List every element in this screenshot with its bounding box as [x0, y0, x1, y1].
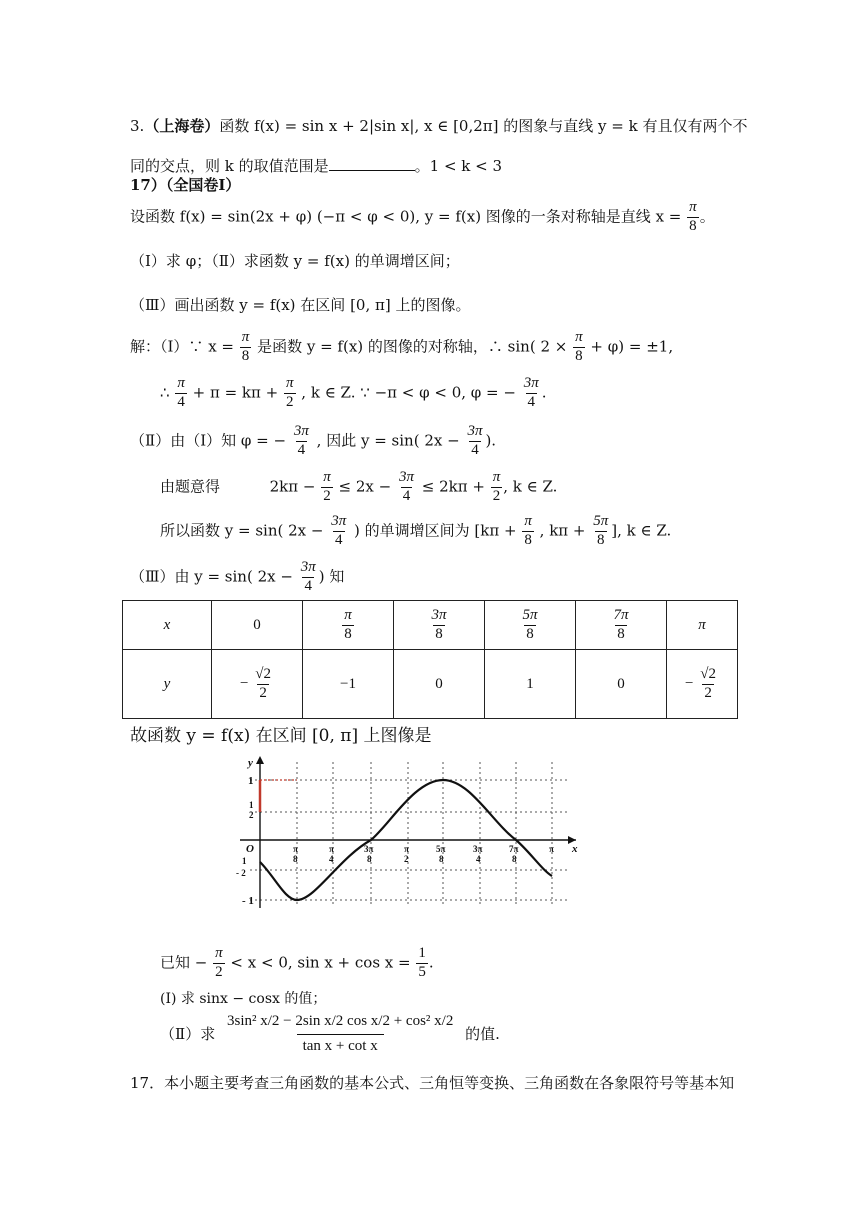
- frac-num: 3π: [431, 606, 447, 623]
- x-tick-labels: [293, 844, 554, 864]
- frac-den: 8: [597, 531, 605, 548]
- fraction: [591, 514, 610, 549]
- problem17-parts12: （Ⅰ）求 φ；（Ⅱ）求函数 y = f(x) 的单调增区间；: [130, 252, 460, 270]
- frac-num: π: [344, 606, 352, 623]
- cell-text: 0: [253, 616, 261, 633]
- frac-den: 8: [435, 625, 443, 642]
- table-cell: − $\frac{√2}{2}$: [212, 650, 303, 719]
- text: + π = kπ +: [192, 383, 279, 402]
- x-tick: 2: [404, 854, 409, 864]
- table-cell: [576, 601, 667, 650]
- fraction: [416, 946, 428, 981]
- frac-num: 1: [418, 945, 426, 961]
- text: 2kπ −: [269, 477, 316, 496]
- table-cell: π: [667, 601, 738, 650]
- x-axis-label: x: [572, 843, 578, 855]
- text: .: [541, 383, 547, 402]
- x-tick: 5π: [436, 844, 446, 854]
- text: ∴: [160, 383, 170, 402]
- problem17-heading: 17）（全国卷Ⅰ）: [130, 176, 241, 194]
- frac-num: π: [215, 945, 223, 961]
- y-tick-half-den: 2: [249, 810, 254, 820]
- frac-den: 2: [492, 487, 501, 504]
- frac-num: 5π: [522, 606, 538, 623]
- x-tick: 4: [329, 854, 334, 864]
- problem-number: 3.: [130, 117, 145, 135]
- y-tick-1: 1: [248, 775, 254, 787]
- text: < x < 0, sin x + cos x =: [230, 953, 411, 972]
- y-tick-neg-half-num: 1: [242, 856, 247, 866]
- graph-caption: 故函数 y = f(x) 在区间 [0, π] 上图像是: [130, 726, 432, 746]
- row-label-x: x: [123, 601, 212, 650]
- frac-den: 8: [689, 217, 697, 234]
- sine-graph: [230, 752, 590, 912]
- table-cell: − $\frac{√2}{2}$: [667, 650, 738, 719]
- frac-den: 4: [335, 531, 343, 548]
- statement-end: 。: [699, 207, 715, 226]
- frac-den: 2: [323, 487, 331, 504]
- frac-num: 3π: [398, 469, 414, 485]
- problem3-text2: 同的交点，则 k 的取值范围是: [130, 157, 329, 175]
- table-row-y: [123, 650, 738, 719]
- frac-den: 2: [286, 393, 294, 410]
- text: 的值.: [465, 1024, 500, 1043]
- x-tick: π: [404, 844, 409, 854]
- table-cell: [212, 601, 303, 650]
- cell-fraction: [342, 608, 354, 643]
- frac-den: tan x + cot x: [297, 1034, 384, 1055]
- x-tick: π: [329, 844, 334, 854]
- solution-line1: [130, 330, 673, 365]
- frac-num: π: [286, 375, 294, 391]
- text: , k ∈ Z. ∵ −π < φ < 0, φ = −: [301, 383, 516, 402]
- text: ≤ 2kπ +: [421, 477, 485, 496]
- solution-line6: [130, 560, 344, 595]
- table-cell: 1: [485, 650, 576, 719]
- problem3-line1: [130, 119, 747, 134]
- y-arrow-icon: [256, 756, 264, 764]
- x-tick: π: [293, 844, 298, 854]
- x-tick: 8: [512, 854, 517, 864]
- fraction: [321, 470, 333, 505]
- problem17-statement: [130, 200, 715, 235]
- cell-fraction: $\frac{√2}{2}$: [700, 665, 716, 701]
- y-tick-half-num: 1: [249, 800, 254, 810]
- frac-den: 2: [215, 963, 223, 980]
- frac-den: 4: [471, 441, 479, 458]
- x-tick: 7π: [509, 844, 519, 854]
- fraction: [397, 470, 416, 505]
- frac-num: 3sin² x/2 − 2sin x/2 cos x/2 + cos² x/2: [226, 1013, 454, 1029]
- text: ], k ∈ Z.: [611, 521, 672, 540]
- text: 已知 −: [160, 953, 208, 972]
- fraction: [522, 514, 534, 549]
- x-tick: 3π: [473, 844, 483, 854]
- next-part2: [160, 1014, 500, 1055]
- text: ≤ 2x −: [338, 477, 392, 496]
- frac-den: 2: [704, 684, 712, 701]
- table-cell: [485, 601, 576, 650]
- frac-num: 5π: [593, 513, 609, 529]
- frac-num: 3π: [523, 375, 539, 391]
- x-tick: 3π: [364, 844, 374, 854]
- table-row-x: [123, 601, 738, 650]
- frac-den: 8: [617, 625, 625, 642]
- frac-num: π: [323, 469, 331, 485]
- source-label: （上海卷）: [144, 117, 220, 135]
- fraction: [240, 330, 252, 365]
- problem3-answer: 。1 < k < 3: [414, 157, 503, 175]
- solution-line2: [160, 376, 547, 411]
- y-tick-neg-half-den: - 2: [236, 868, 246, 878]
- x-tick: π: [549, 844, 554, 854]
- fraction: [175, 376, 187, 411]
- frac-num: π: [524, 513, 532, 529]
- frac-den: 8: [524, 531, 532, 548]
- text: 是函数 y = f(x) 的图像的对称轴，∴ sin( 2 ×: [257, 337, 568, 356]
- frac-num: π: [575, 329, 583, 345]
- fraction: [522, 376, 541, 411]
- text: （Ⅱ）由（Ⅰ）知 φ = −: [130, 431, 287, 450]
- text: （Ⅱ）求: [160, 1024, 216, 1043]
- text: 所以函数 y = sin( 2x −: [160, 521, 324, 540]
- big-fraction: [221, 1014, 459, 1055]
- cell-fraction: [429, 608, 448, 643]
- grid-lines: [250, 762, 570, 904]
- text: + φ) = ±1,: [590, 337, 674, 356]
- text: ) 的单调增区间为 [kπ +: [354, 521, 517, 540]
- frac-num: π: [241, 329, 250, 345]
- y-tick-neg1: - 1: [242, 895, 254, 907]
- value-table: [122, 600, 738, 719]
- solution-line5: [160, 514, 671, 549]
- frac-den: 4: [177, 393, 185, 410]
- frac-den: 8: [344, 625, 352, 642]
- text: 由题意得: [160, 477, 221, 496]
- fraction: [329, 514, 348, 549]
- text: , 因此 y = sin( 2x −: [316, 431, 460, 450]
- x-tick: 8: [439, 854, 444, 864]
- solution-line4: [160, 470, 557, 505]
- origin-label: O: [246, 843, 254, 855]
- fraction: [687, 200, 699, 235]
- frac-num: π: [177, 375, 185, 391]
- frac-den: 8: [526, 625, 534, 642]
- table-cell: [394, 601, 485, 650]
- fraction: [491, 470, 503, 505]
- fraction: [213, 946, 225, 981]
- y-axis-label: y: [248, 757, 253, 769]
- next-part1: (Ⅰ) 求 sinx − cosx 的值；: [160, 991, 327, 1007]
- text: （Ⅲ）由 y = sin( 2x −: [130, 567, 293, 586]
- frac-num: 3π: [300, 559, 316, 575]
- frac-num: 3π: [467, 423, 483, 439]
- text: ).: [485, 431, 497, 450]
- fraction: [284, 376, 296, 411]
- frac-den: 4: [304, 577, 312, 594]
- frac-den: 4: [402, 487, 411, 504]
- fraction: [465, 424, 484, 459]
- text: ) 知: [318, 567, 345, 586]
- footer-line: 17．本小题主要考查三角函数的基本公式、三角恒等变换、三角函数在各象限符号等基本知: [130, 1074, 735, 1092]
- x-tick: 8: [293, 854, 298, 864]
- problem3-line2: [130, 156, 502, 174]
- statement-text: 设函数 f(x) = sin(2x + φ) (−π < φ < 0), y = f(x) 图像的一条对称轴是直线 x =: [130, 207, 682, 226]
- answer-blank: [329, 156, 415, 171]
- text: , kπ +: [539, 521, 586, 540]
- table-cell: −1: [303, 650, 394, 719]
- text: .: [428, 953, 434, 972]
- row-label-y: y: [123, 650, 212, 719]
- next-given: [160, 946, 434, 981]
- table-cell: [303, 601, 394, 650]
- problem3-text: 函数 f(x) = sin x + 2|sin x|, x ∈ [0,2π] 的图象与直线 y = k 有且仅有两个不: [219, 117, 748, 135]
- frac-den: 8: [241, 347, 250, 364]
- frac-den: 4: [527, 393, 535, 410]
- table-cell: 0: [576, 650, 667, 719]
- frac-num: 3π: [293, 423, 309, 439]
- fraction: [573, 330, 585, 365]
- cell-fraction: $\frac{7\pi}{8}$: [613, 606, 629, 642]
- text: , k ∈ Z.: [503, 477, 558, 496]
- table-cell: 0: [394, 650, 485, 719]
- fraction: [299, 560, 318, 595]
- fraction: [292, 424, 311, 459]
- text: 解：（Ⅰ）∵ x =: [130, 337, 234, 356]
- frac-num: π: [689, 199, 697, 215]
- cell-fraction: $\frac{√2}{2}$: [255, 665, 271, 701]
- solution-line3: [130, 424, 496, 459]
- x-tick: 4: [476, 854, 481, 864]
- frac-den: 4: [297, 441, 306, 458]
- x-tick: 8: [367, 854, 372, 864]
- frac-num: 3π: [331, 513, 347, 529]
- cell-fraction: [520, 608, 539, 643]
- problem17-part3: （Ⅲ）画出函数 y = f(x) 在区间 [0, π] 上的图像。: [130, 296, 471, 314]
- frac-num: π: [492, 469, 501, 485]
- frac-den: 2: [259, 684, 267, 701]
- frac-den: 5: [418, 963, 426, 980]
- frac-den: 8: [575, 347, 583, 364]
